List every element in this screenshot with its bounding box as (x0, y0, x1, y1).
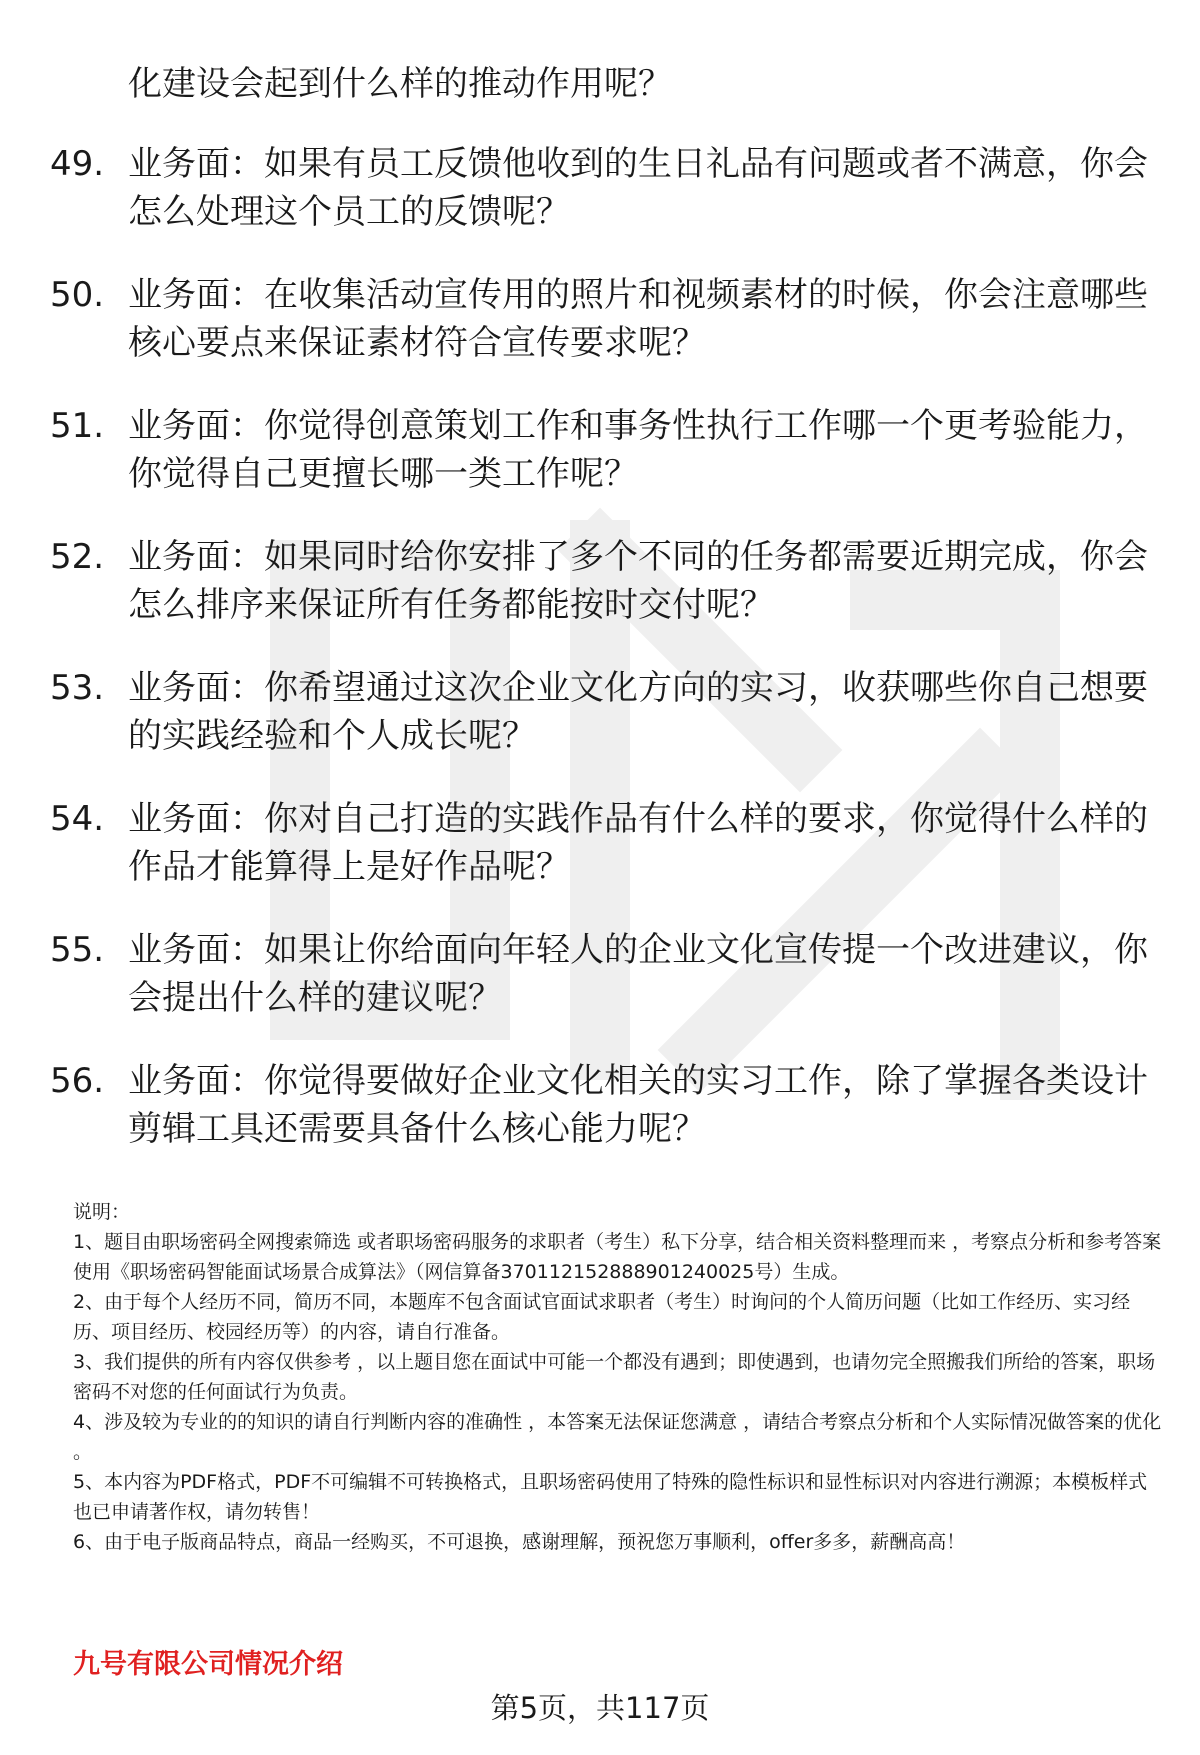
note-item: 4、涉及较为专业的的知识的请自行判断内容的准确性 ，本答案无法保证您满意 ，请结合考察点分析和个人实际情况做答案的优化 。 (73, 1411, 1162, 1463)
question-text: 业务面：你希望通过这次企业文化方向的实习，收获哪些你自己想要的实践经验和个人成长呢？ (128, 668, 1148, 756)
note-item: 3、我们提供的所有内容仅供参考 ，以上题目您在面试中可能一个都没有遇到；即使遇到，也请勿完全照搬我们所给的答案，职场密码不对您的任何面试行为负责。 (73, 1351, 1156, 1403)
question-item (50, 795, 1160, 891)
question-item (50, 533, 1160, 629)
question-text: 业务面：你觉得创意策划工作和事务性执行工作哪一个更考验能力，你觉得自己更擅长哪一类工作呢？ (128, 406, 1148, 494)
question-item (50, 664, 1160, 760)
notes-section (73, 1197, 1163, 1557)
question-number: 54. (50, 799, 105, 839)
question-item (50, 926, 1160, 1022)
question-text: 业务面：在收集活动宣传用的照片和视频素材的时候，你会注意哪些核心要点来保证素材符合宣传要求呢？ (128, 275, 1148, 363)
question-list (50, 140, 1160, 1188)
note-item: 2、由于每个人经历不同，简历不同，本题库不包含面试官面试求职者（考生）时询问的个人简历问题（比如工作经历、实习经历、项目经历、校园经历等）的内容，请自行准备。 (73, 1291, 1131, 1343)
note-item: 1、题目由职场密码全网搜索筛选 或者职场密码服务的求职者（考生）私下分享，结合相关资料整理而来 ，考察点分析和参考答案使用《职场密码智能面试场景合成算法》（网信算备370112152888901240025号）生成。 (73, 1231, 1162, 1283)
question-number: 49. (50, 144, 105, 184)
question-number: 52. (50, 537, 105, 577)
question-item (50, 271, 1160, 367)
question-number: 53. (50, 668, 105, 708)
note-item: 6、由于电子版商品特点，商品一经购买，不可退换，感谢理解，预祝您万事顺利，offer多多，薪酬高高！ (73, 1531, 966, 1553)
question-number: 51. (50, 406, 105, 446)
question-text: 业务面：你觉得要做好企业文化相关的实习工作，除了掌握各类设计剪辑工具还需要具备什么核心能力呢？ (128, 1061, 1148, 1149)
company-section-heading: 九号有限公司情况介绍 (73, 1649, 343, 1679)
question-text: 业务面：如果让你给面向年轻人的企业文化宣传提一个改进建议，你会提出什么样的建议呢？ (128, 930, 1148, 1018)
question-text: 业务面：如果有员工反馈他收到的生日礼品有问题或者不满意，你会怎么处理这个员工的反馈呢？ (128, 144, 1148, 232)
question-item (50, 1057, 1160, 1153)
question-number: 56. (50, 1061, 105, 1101)
question-number: 55. (50, 930, 105, 970)
notes-heading: 说明： (73, 1201, 131, 1223)
note-item: 5、本内容为PDF格式，PDF不可编辑不可转换格式，且职场密码使用了特殊的隐性标识和显性标识对内容进行溯源；本模板样式也已申请著作权，请勿转售！ (73, 1471, 1148, 1523)
question-text: 业务面：你对自己打造的实践作品有什么样的要求，你觉得什么样的作品才能算得上是好作品呢？ (128, 799, 1148, 887)
question-text: 业务面：如果同时给你安排了多个不同的任务都需要近期完成，你会怎么排序来保证所有任务都能按时交付呢？ (128, 537, 1148, 625)
continued-question-text: 化建设会起到什么样的推动作用呢？ (128, 64, 672, 104)
question-item (50, 402, 1160, 498)
question-number: 50. (50, 275, 105, 315)
question-item (50, 140, 1160, 236)
page-indicator: 第5页，共117页 (490, 1691, 710, 1725)
